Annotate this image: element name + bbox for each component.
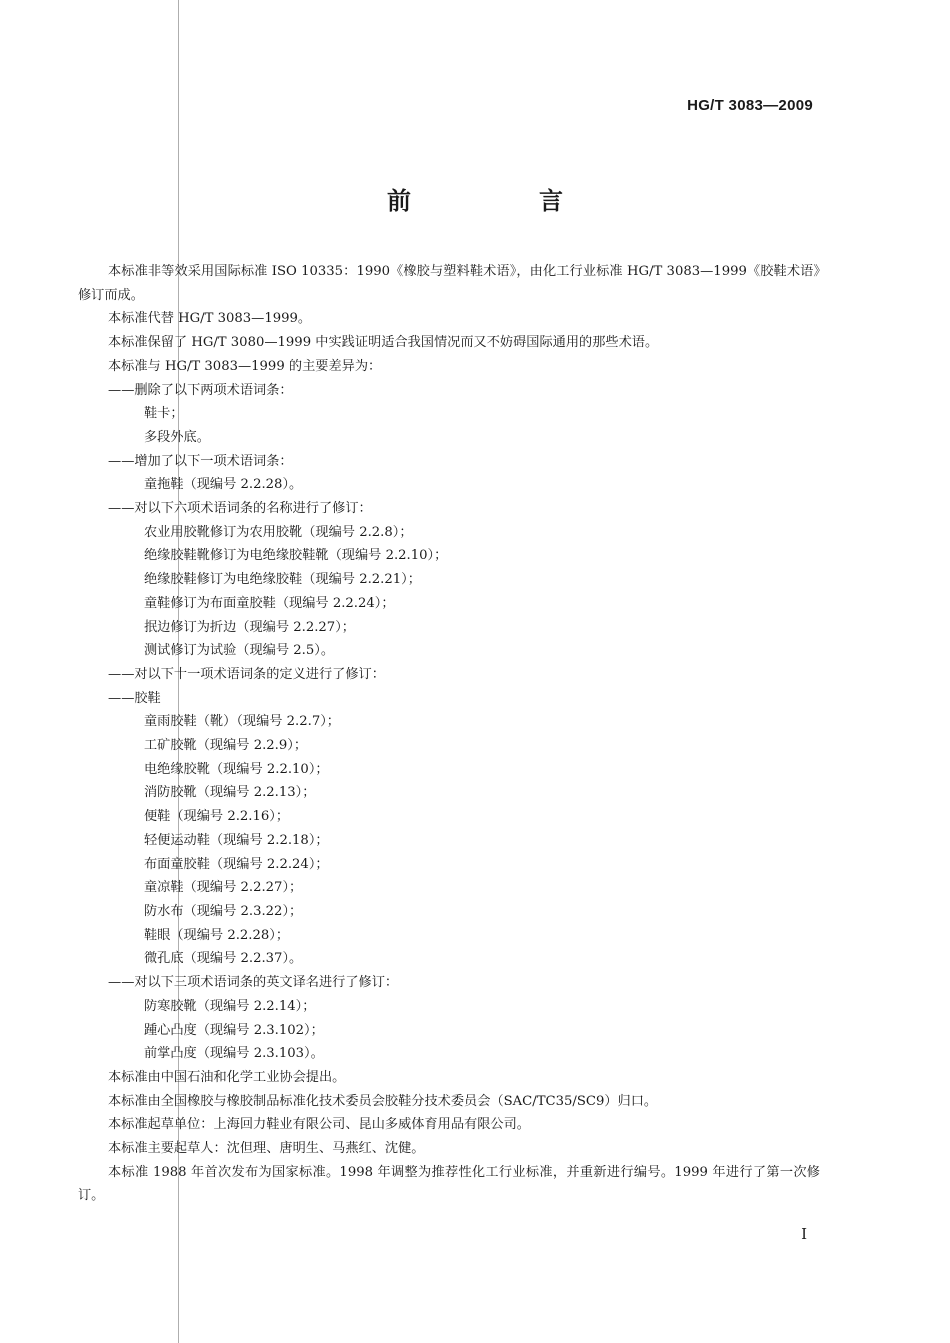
standard-code: HG/T 3083—2009 [687, 97, 813, 114]
paragraph: ——删除了以下两项术语词条： [108, 382, 293, 398]
paragraph: 踵心凸度（现编号 2.3.102）； [144, 1022, 324, 1038]
paragraph: 便鞋（现编号 2.2.16）； [144, 809, 290, 825]
paragraph: ——增加了以下一项术语词条： [108, 453, 293, 469]
paragraph: 本标准由中国石油和化学工业协会提出。 [108, 1069, 346, 1085]
paragraph: 前掌凸度（现编号 2.3.103）。 [144, 1046, 324, 1062]
paragraph: 本标准主要起草人：沈但理、唐明生、马燕红、沈健。 [108, 1141, 425, 1157]
page-title: 前 言 [387, 187, 615, 215]
paragraph: 电绝缘胶靴（现编号 2.2.10）； [144, 761, 329, 777]
paragraph: 消防胶靴（现编号 2.2.13）； [144, 785, 316, 801]
paragraph: 多段外底。 [144, 429, 210, 445]
paragraph: 工矿胶靴（现编号 2.2.9）； [144, 738, 308, 754]
paragraph: 童雨胶鞋（靴）（现编号 2.2.7）； [144, 714, 340, 730]
paragraph: ——对以下三项术语词条的英文译名进行了修订： [108, 975, 399, 991]
paragraph: 本标准保留了 HG/T 3080—1999 中实践证明适合我国情况而又不妨碍国际通用的那些术语。 [108, 335, 659, 351]
paragraph: 本标准由全国橡胶与橡胶制品标准化技术委员会胶鞋分技术委员会（SAC/TC35/SC9）归口。 [108, 1093, 658, 1109]
paragraph: 绝缘胶鞋修订为电绝缘胶鞋（现编号 2.2.21）； [144, 572, 421, 588]
paragraph: 童拖鞋（现编号 2.2.28）。 [144, 477, 303, 493]
paragraph: 童凉鞋（现编号 2.2.27）； [144, 880, 303, 896]
paragraph: 鞋卡； [144, 406, 184, 422]
paragraph: 防水布（现编号 2.3.22）； [144, 903, 303, 919]
paragraph: 农业用胶靴修订为农用胶靴（现编号 2.2.8）； [144, 524, 413, 540]
paragraph: 抿边修订为折边（现编号 2.2.27）； [144, 619, 355, 635]
paragraph: ——对以下六项术语词条的名称进行了修订： [108, 501, 372, 517]
paragraph: 本标准与 HG/T 3083—1999 的主要差异为： [108, 358, 382, 374]
paragraph: 本标准代替 HG/T 3083—1999。 [108, 311, 312, 327]
paragraph: ——对以下十一项术语词条的定义进行了修订： [108, 666, 385, 682]
paragraph: 布面童胶鞋（现编号 2.2.24）； [144, 856, 329, 872]
preface-body [78, 260, 820, 1208]
paragraph: 防寒胶靴（现编号 2.2.14）； [144, 998, 316, 1014]
paragraph: 测试修订为试验（现编号 2.5）。 [144, 643, 335, 659]
paragraph: ——胶鞋 [108, 690, 161, 706]
paragraph: 微孔底（现编号 2.2.37）。 [144, 951, 303, 967]
paragraph: 本标准 1988 年首次发布为国家标准。1998 年调整为推荐性化工行业标准，并重新进行编号。1999 年进行了第一次修订。 [78, 1164, 820, 1204]
paragraph: 轻便运动鞋（现编号 2.2.18）； [144, 832, 329, 848]
paragraph: 本标准非等效采用国际标准 ISO 10335：1990《橡胶与塑料鞋术语》，由化工行业标准 HG/T 3083—1999《胶鞋术语》修订而成。 [78, 264, 820, 303]
paragraph: 绝缘胶鞋靴修订为电绝缘胶鞋靴（现编号 2.2.10）； [144, 548, 448, 564]
paragraph: 鞋眼（现编号 2.2.28）； [144, 927, 290, 943]
page-number: I [801, 1225, 807, 1243]
paragraph: 本标准起草单位：上海回力鞋业有限公司、昆山多威体育用品有限公司。 [108, 1117, 530, 1133]
paragraph: 童鞋修订为布面童胶鞋（现编号 2.2.24）； [144, 595, 395, 611]
